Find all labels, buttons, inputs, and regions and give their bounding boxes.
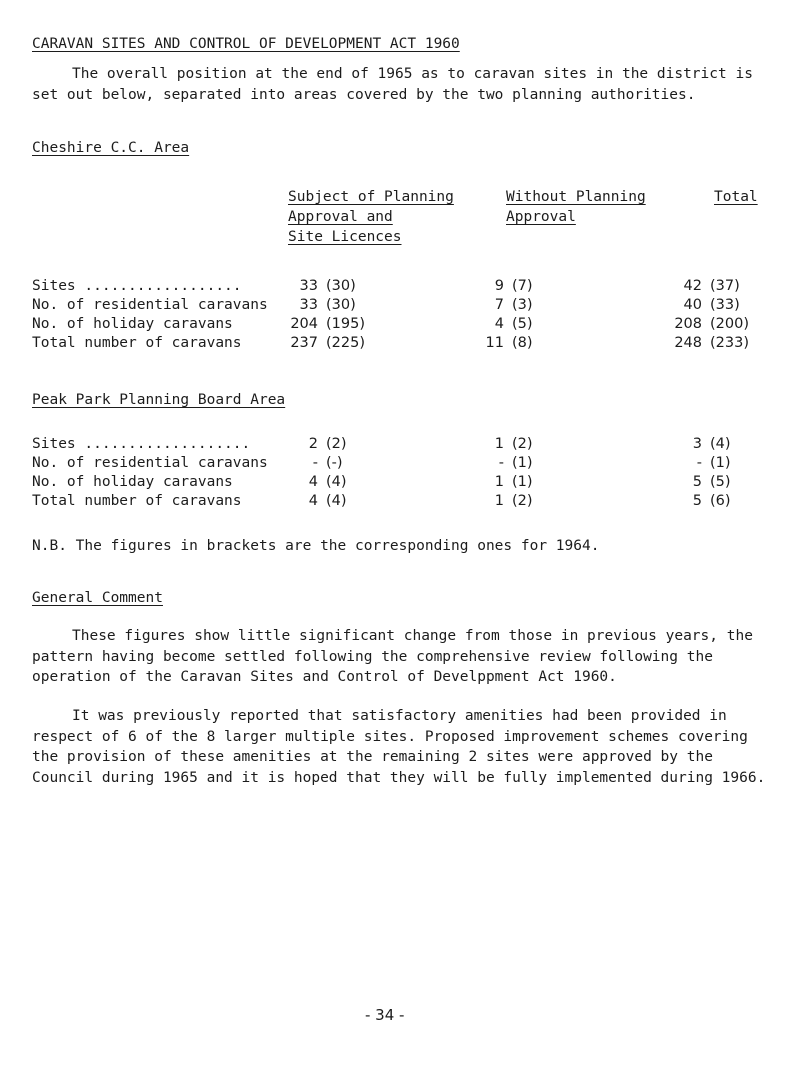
header-col1-line1: Subject of Planning [288, 189, 454, 205]
header-col2-line2: Approval [506, 209, 576, 225]
without-approval-1964-value: (3) [512, 297, 533, 313]
approved-value: 4 [308, 493, 318, 509]
row-label: No. of residential caravans [32, 297, 268, 313]
cheshire-area-heading: Cheshire C.C. Area [32, 140, 190, 156]
approved-value: 33 [299, 297, 318, 313]
approved-value: 2 [308, 436, 318, 452]
header-col3-line1: Total [714, 189, 758, 205]
without-approval-1964-value: (1) [512, 455, 533, 471]
total-1964-value: (33) [710, 297, 740, 313]
total-1964-value: (37) [710, 278, 740, 294]
header-col1-line2: Approval and [288, 209, 393, 225]
without-approval-1964-value: (2) [512, 493, 533, 509]
approved-1964-value: (195) [326, 316, 365, 332]
total-value: 248 [674, 335, 702, 351]
header-col2-line1: Without Planning [506, 189, 646, 205]
row-label: Sites ................... [32, 436, 251, 452]
approved-1964-value: (30) [326, 278, 356, 294]
without-approval-1964-value: (5) [512, 316, 533, 332]
without-approval-1964-value: (7) [512, 278, 533, 294]
total-value: - [696, 455, 702, 471]
approved-value: - [312, 455, 318, 471]
intro-paragraph: The overall position at the end of 1965 as to caravan sites in the district is set out below, separated into areas covered by the two planning authorities. [32, 66, 753, 103]
page-title: CARAVAN SITES AND CONTROL OF DEVELOPMENT ACT 1960 [32, 36, 460, 52]
without-approval-value: 7 [494, 297, 504, 313]
row-label: No. of residential caravans [32, 455, 268, 471]
total-value: 5 [692, 474, 702, 490]
peak-park-area-heading: Peak Park Planning Board Area [32, 392, 286, 408]
approved-1964-value: (225) [326, 335, 365, 351]
general-comment-paragraph-1: These figures show little significant change from those in previous years, the pattern having become settled following the comprehensive review following the operation of the Caravan Sites and Control of Develppment Act 1960. [32, 628, 753, 685]
total-1964-value: (233) [710, 335, 749, 351]
general-comment-heading: General Comment [32, 590, 163, 606]
without-approval-value: 9 [494, 278, 504, 294]
general-comment-paragraph-2: It was previously reported that satisfactory amenities had been provided in respect of 6 of the 8 larger multiple sites. Proposed improvement schemes covering the provision of these amenities at the remaining 2 sites were approved by the Council during 1965 and it is hoped that they will be fully implemented during 1966. [32, 708, 766, 786]
total-1964-value: (1) [710, 455, 731, 471]
approved-1964-value: (2) [326, 436, 347, 452]
row-label: No. of holiday caravans [32, 316, 233, 332]
brackets-note: N.B. The figures in brackets are the corresponding ones for 1964. [32, 538, 600, 554]
total-value: 208 [674, 316, 702, 332]
without-approval-value: - [498, 455, 504, 471]
row-label: No. of holiday caravans [32, 474, 233, 490]
approved-1964-value: (30) [326, 297, 356, 313]
total-value: 42 [683, 278, 702, 294]
total-value: 3 [692, 436, 702, 452]
approved-1964-value: (4) [326, 493, 347, 509]
row-label: Total number of caravans [32, 493, 242, 509]
approved-value: 33 [299, 278, 318, 294]
approved-value: 204 [290, 316, 318, 332]
approved-value: 4 [308, 474, 318, 490]
without-approval-value: 1 [494, 474, 504, 490]
approved-value: 237 [290, 335, 318, 351]
without-approval-1964-value: (2) [512, 436, 533, 452]
without-approval-value: 1 [494, 493, 504, 509]
header-col1-line3: Site Licences [288, 229, 402, 245]
without-approval-value: 1 [494, 436, 504, 452]
approved-1964-value: (-) [326, 455, 343, 471]
total-1964-value: (4) [710, 436, 731, 452]
total-value: 40 [683, 297, 702, 313]
row-label: Sites .................. [32, 278, 242, 294]
without-approval-1964-value: (1) [512, 474, 533, 490]
without-approval-1964-value: (8) [512, 335, 533, 351]
total-1964-value: (6) [710, 493, 731, 509]
total-value: 5 [692, 493, 702, 509]
page-number: - 34 - [365, 1006, 405, 1024]
approved-1964-value: (4) [326, 474, 347, 490]
total-1964-value: (200) [710, 316, 749, 332]
row-label: Total number of caravans [32, 335, 242, 351]
without-approval-value: 4 [494, 316, 504, 332]
total-1964-value: (5) [710, 474, 731, 490]
without-approval-value: 11 [485, 335, 504, 351]
